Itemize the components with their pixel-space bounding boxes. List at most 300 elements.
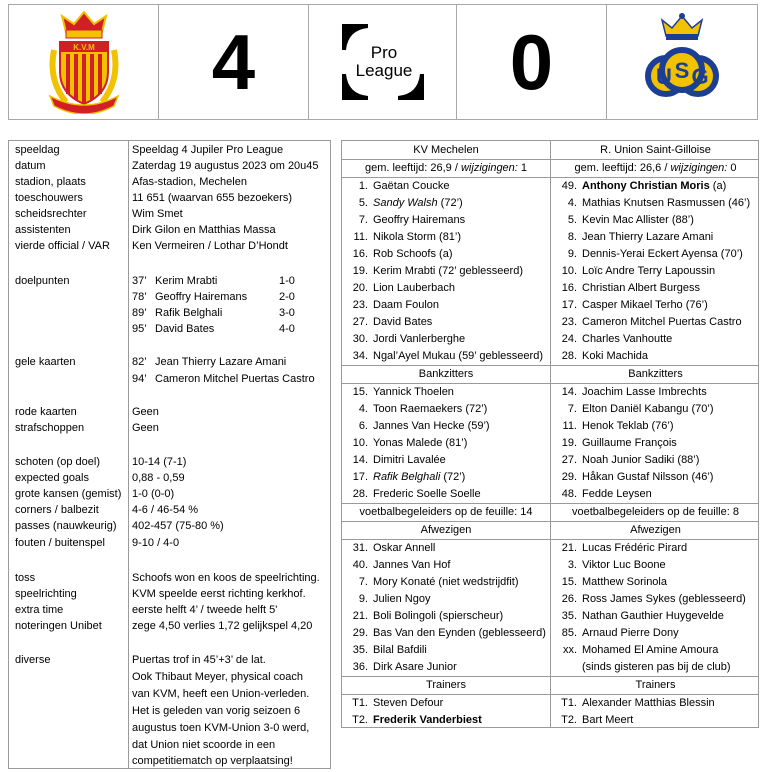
diverse-row xyxy=(9,669,330,685)
info-row-unibet xyxy=(9,618,330,634)
player-name: Nikola Storm xyxy=(373,231,436,243)
shirt-number: 9. xyxy=(358,593,368,605)
player-note: (72’) xyxy=(462,403,488,415)
home-meta: gem. leeftijd: 26,9 / wijzigingen: 1 xyxy=(364,162,528,174)
info-label: grote kansen (gemist) xyxy=(15,488,122,500)
info-value: Schoofs won en koos de speelrichting. xyxy=(132,572,320,584)
shirt-number: 27. xyxy=(352,316,368,328)
info-label: diverse xyxy=(15,654,51,666)
shirt-number: 16. xyxy=(352,248,368,260)
shirt-number: 15. xyxy=(352,386,368,398)
starter-row xyxy=(342,348,758,365)
shirt-number: 35. xyxy=(561,610,577,622)
player-name: Håkan Gustaf Nilsson xyxy=(582,471,689,483)
player-name: Toon Raemaekers xyxy=(373,403,463,415)
away-score: 0 xyxy=(509,18,554,106)
pro-league-logo-icon xyxy=(338,20,428,104)
player-name: Kevin Mac Allister xyxy=(582,214,669,226)
card-row xyxy=(9,354,330,370)
changes-value: 0 xyxy=(730,162,737,174)
shirt-number: T2. xyxy=(352,714,368,726)
away-player xyxy=(551,401,760,418)
shirt-number: 35. xyxy=(352,644,368,656)
home-player xyxy=(342,659,550,676)
info-value: 0,88 - 0,59 xyxy=(132,472,185,484)
shirt-number: 10. xyxy=(561,265,577,277)
player-name: Jannes Van Hecke xyxy=(373,420,465,432)
shirt-number: 1. xyxy=(358,180,368,192)
shirt-number: 14. xyxy=(561,386,577,398)
player-name: Mathias Knutsen Rasmussen xyxy=(582,197,726,209)
player-name: Bilal Bafdili xyxy=(373,644,427,656)
goal-score: 2-0 xyxy=(279,291,295,303)
player-name: Dirk Asare Junior xyxy=(373,661,457,673)
info-label: corners / balbezit xyxy=(15,504,99,516)
shirt-number: 19. xyxy=(561,437,577,449)
away-player xyxy=(551,452,760,469)
player-name: Alexander Matthias Blessin xyxy=(582,697,715,709)
player-name: Rob Schoofs xyxy=(373,248,436,260)
away-player xyxy=(551,229,760,246)
bench-row xyxy=(342,418,758,435)
info-label: stadion, plaats xyxy=(15,176,86,188)
goal-minute: 95’ xyxy=(132,323,147,335)
home-team-name: KV Mechelen xyxy=(413,144,479,156)
player-name: Cameron Mitchel Puertas Castro xyxy=(582,316,742,328)
diverse-row xyxy=(9,686,330,702)
home-player xyxy=(342,486,550,503)
player-note: (88’) xyxy=(668,214,694,226)
diverse-line: Puertas trof in 45’+3’ de lat. xyxy=(132,654,266,666)
info-label: expected goals xyxy=(15,472,89,484)
player-name: Oskar Annell xyxy=(373,542,436,554)
starter-row xyxy=(342,212,758,229)
info-value: Ken Vermeiren / Lothar D’Hondt xyxy=(132,240,288,252)
away-player xyxy=(551,314,760,331)
trainers-header-away-label: Trainers xyxy=(635,679,676,691)
age-label: gem. leeftijd: xyxy=(364,162,428,174)
away-score-cell xyxy=(457,5,607,119)
info-row-vierde-official xyxy=(9,238,330,254)
goal-scorer: Kerim Mrabti xyxy=(155,275,218,287)
player-note: (59’) xyxy=(464,420,490,432)
diverse-line: van KVM, heeft een Union-verleden. xyxy=(132,688,310,700)
absent-row xyxy=(342,659,758,676)
away-player xyxy=(551,331,760,348)
home-player xyxy=(342,384,550,401)
home-player xyxy=(342,263,550,280)
bench-header xyxy=(342,366,758,383)
info-row-corners xyxy=(9,502,330,518)
player-name: Henok Teklab xyxy=(582,420,649,432)
info-row-scheidsrechter xyxy=(9,206,330,222)
bench-row xyxy=(342,486,758,503)
goal-row xyxy=(9,273,330,289)
away-staff-count: voetbalbegeleiders op de feuille: 8 xyxy=(572,506,739,518)
player-name: Yannick Thoelen xyxy=(373,386,454,398)
shirt-number: 85. xyxy=(561,627,577,639)
home-player xyxy=(342,608,550,625)
home-player xyxy=(342,712,550,729)
player-name: Kerim Mrabti xyxy=(373,265,436,277)
info-label: passes (nauwkeurig) xyxy=(15,520,117,532)
away-player xyxy=(551,348,760,365)
svg-text:S: S xyxy=(674,58,690,83)
match-info-table xyxy=(8,140,331,769)
shirt-number: 3. xyxy=(567,559,577,571)
goal-scorer: David Bates xyxy=(155,323,215,335)
card-player: Jean Thierry Lazare Amani xyxy=(155,356,287,368)
shirt-number: 29. xyxy=(352,627,368,639)
absent-row xyxy=(342,608,758,625)
away-player xyxy=(551,557,760,574)
absent-row xyxy=(342,540,758,557)
home-player xyxy=(342,348,550,365)
info-row-toss xyxy=(9,570,330,586)
info-row-expected-goals xyxy=(9,470,330,486)
shirt-number: 36. xyxy=(352,661,368,673)
shirt-number: T1. xyxy=(352,697,368,709)
shirt-number: 7. xyxy=(358,576,368,588)
player-note: (geblesseerd) xyxy=(475,627,546,639)
player-note: (76’) xyxy=(682,299,708,311)
away-player xyxy=(551,625,760,642)
team-header-row xyxy=(342,142,758,159)
card-player: Cameron Mitchel Puertas Castro xyxy=(155,373,315,385)
info-value: zege 4,50 verlies 1,72 gelijkspel 4,20 xyxy=(132,620,313,632)
goal-scorer: Rafik Belghali xyxy=(155,307,223,319)
player-name: Yonas Malede xyxy=(373,437,443,449)
info-label: assistenten xyxy=(15,224,71,236)
player-name: Charles Vanhoutte xyxy=(582,333,673,345)
home-player xyxy=(342,469,550,486)
home-player xyxy=(342,280,550,297)
diverse-line: dat Union niet scoorde in een xyxy=(132,739,276,751)
player-name: Mohamed El Amine Amoura xyxy=(582,644,719,656)
starter-row xyxy=(342,297,758,314)
diverse-line: Ook Thibaut Meyer, physical coach xyxy=(132,671,303,683)
info-label: rode kaarten xyxy=(15,406,77,418)
home-player xyxy=(342,574,550,591)
shirt-number: 23. xyxy=(561,316,577,328)
player-note: (70’) xyxy=(717,248,743,260)
shirt-number: 8. xyxy=(567,231,577,243)
info-value: Afas-stadion, Mechelen xyxy=(132,176,247,188)
away-player xyxy=(551,263,760,280)
info-value: Geen xyxy=(132,406,159,418)
shirt-number: T2. xyxy=(561,714,577,726)
bench-row xyxy=(342,435,758,452)
shirt-number: 7. xyxy=(358,214,368,226)
player-name: Mory Konaté xyxy=(373,576,436,588)
shirt-number: 11. xyxy=(353,231,368,243)
shirt-number: 34. xyxy=(352,350,368,362)
absent-row xyxy=(342,591,758,608)
info-label: toss xyxy=(15,572,36,584)
shirt-number: 28. xyxy=(561,350,577,362)
absent-row xyxy=(342,574,758,591)
info-label: noteringen Unibet xyxy=(15,620,102,632)
player-note: (geblesseerd) xyxy=(675,593,746,605)
shirt-number: 16. xyxy=(561,282,577,294)
info-row-assistenten xyxy=(9,222,330,238)
info-value: 1-0 (0-0) xyxy=(132,488,175,500)
away-player xyxy=(551,695,760,712)
absent-row xyxy=(342,642,758,659)
player-note: (72’) xyxy=(437,197,463,209)
player-note: (72’ geblesseerd) xyxy=(435,265,523,277)
player-note: (spierscheur) xyxy=(435,610,504,622)
bench-row xyxy=(342,469,758,486)
info-value: 11 651 (waarvan 655 bezoekers) xyxy=(132,192,293,204)
player-note: (81’) xyxy=(435,231,462,243)
shirt-number: 5. xyxy=(567,214,577,226)
player-note: (72’) xyxy=(440,471,466,483)
diverse-row xyxy=(9,753,330,769)
player-name: Nathan Gauthier Huygevelde xyxy=(582,610,724,622)
away-player xyxy=(551,712,760,729)
info-label: scheidsrechter xyxy=(15,208,87,220)
bench-row xyxy=(342,452,758,469)
goal-score: 4-0 xyxy=(279,323,295,335)
shirt-number: T1. xyxy=(561,697,577,709)
league-logo-text-1: Pro xyxy=(370,43,397,62)
trainer-row xyxy=(342,695,758,712)
home-player xyxy=(342,178,550,195)
diverse-row xyxy=(9,720,330,736)
home-player xyxy=(342,297,550,314)
player-note: (46’) xyxy=(688,471,714,483)
player-name: Steven Defour xyxy=(373,697,444,709)
shirt-number: 49. xyxy=(561,180,577,192)
player-note: (81’) xyxy=(442,437,468,449)
goal-minute: 37’ xyxy=(132,275,147,287)
bench-row xyxy=(342,401,758,418)
info-label: extra time xyxy=(15,604,64,616)
shirt-number: 29. xyxy=(561,471,577,483)
shirt-number: 19. xyxy=(352,265,368,277)
starter-row xyxy=(342,246,758,263)
shirt-number: 14. xyxy=(352,454,368,466)
player-note: (88’) xyxy=(674,454,700,466)
goal-minute: 78’ xyxy=(132,291,147,303)
player-name: Frederik Vanderbiest xyxy=(373,714,482,726)
player-name: Gaëtan Coucke xyxy=(373,180,450,192)
home-player xyxy=(342,418,550,435)
age-value: 26,9 xyxy=(430,162,452,174)
away-player xyxy=(551,297,760,314)
home-player xyxy=(342,331,550,348)
shirt-number: 30. xyxy=(352,333,368,345)
league-logo-text-2: League xyxy=(355,61,412,80)
away-player xyxy=(551,212,760,229)
away-player xyxy=(551,574,760,591)
player-name: Daam Foulon xyxy=(373,299,440,311)
player-name: Noah Junior Sadiki xyxy=(582,454,675,466)
svg-text:G: G xyxy=(691,64,709,89)
diverse-line: augustus toen KVM-Union 3-0 werd, xyxy=(132,722,310,734)
home-player xyxy=(342,212,550,229)
away-player xyxy=(551,418,760,435)
player-name: Jean Thierry Lazare Amani xyxy=(582,231,714,243)
shirt-number: 31. xyxy=(352,542,368,554)
player-name: Koki Machida xyxy=(582,350,649,362)
starter-row xyxy=(342,263,758,280)
player-name: Arnaud Pierre Dony xyxy=(582,627,679,639)
home-player xyxy=(342,435,550,452)
info-value: 4-6 / 46-54 % xyxy=(132,504,199,516)
shirt-number: 10. xyxy=(352,437,368,449)
info-value: KVM speelde eerst richting kerkhof. xyxy=(132,588,306,600)
info-row-rode-kaarten xyxy=(9,404,330,420)
player-name: Bart Meert xyxy=(582,714,634,726)
home-logo-cell xyxy=(9,5,159,119)
info-value: eerste helft 4’ / tweede helft 5' xyxy=(132,604,278,616)
diverse-line: competitiematch op verplaatsing! xyxy=(132,755,293,767)
feuille-row xyxy=(342,504,758,521)
info-row-speeldag xyxy=(9,142,330,158)
shirt-number: 11. xyxy=(562,420,577,432)
changes-label: wijzigingen: xyxy=(670,162,728,174)
shirt-number: 4. xyxy=(567,197,577,209)
away-player xyxy=(551,486,760,503)
shirt-number: 24. xyxy=(561,333,577,345)
age-value: 26,6 xyxy=(639,162,662,174)
goal-row xyxy=(9,321,330,337)
card-row xyxy=(9,371,330,387)
info-row-fouten xyxy=(9,535,330,551)
starter-row xyxy=(342,280,758,297)
info-row-extra-time xyxy=(9,602,330,618)
info-row-speelrichting xyxy=(9,586,330,602)
player-note: (76’) xyxy=(648,420,674,432)
trainers-header xyxy=(342,677,758,694)
player-name: Joachim Lasse Imbrechts xyxy=(582,386,707,398)
changes-value: 1 xyxy=(520,162,528,174)
home-player xyxy=(342,314,550,331)
away-player xyxy=(551,280,760,297)
away-player xyxy=(551,608,760,625)
away-player xyxy=(551,469,760,486)
away-player xyxy=(551,540,760,557)
info-label: speeldag xyxy=(15,144,60,156)
diverse-row xyxy=(9,703,330,719)
info-value: 10-14 (7-1) xyxy=(132,456,187,468)
player-name: Christian Albert Burgess xyxy=(582,282,700,294)
home-player xyxy=(342,195,550,212)
age-label: gem. leeftijd: xyxy=(574,162,637,174)
info-value: Wim Smet xyxy=(132,208,183,220)
shirt-number: xx. xyxy=(562,644,577,656)
card-minute: 94’ xyxy=(132,373,147,385)
player-note: (46’) xyxy=(725,197,751,209)
home-player xyxy=(342,695,550,712)
home-player xyxy=(342,452,550,469)
player-name: Ross James Sykes xyxy=(582,593,676,605)
shirt-number: 15. xyxy=(561,576,577,588)
shirt-number: 9. xyxy=(567,248,577,260)
info-row-passes xyxy=(9,518,330,534)
kv-mechelen-crest-icon xyxy=(44,10,124,114)
bench-row xyxy=(342,384,758,401)
info-value: Geen xyxy=(132,422,159,434)
player-name: David Bates xyxy=(373,316,433,328)
goal-scorer: Geoffry Hairemans xyxy=(155,291,248,303)
away-player xyxy=(551,384,760,401)
home-player xyxy=(342,557,550,574)
goal-score: 1-0 xyxy=(279,275,295,287)
away-player xyxy=(551,178,760,195)
home-player xyxy=(342,642,550,659)
player-name: Guillaume François xyxy=(582,437,677,449)
usg-crest-icon xyxy=(642,10,722,114)
shirt-number: 48. xyxy=(561,488,577,500)
starter-row xyxy=(342,331,758,348)
home-player xyxy=(342,591,550,608)
player-name: Boli Bolingoli xyxy=(373,610,436,622)
diverse-line: Het is geleden van vorig seizoen 6 xyxy=(132,705,301,717)
player-name: Julien Ngoy xyxy=(373,593,431,605)
player-name: Ngal’Ayel Mukau xyxy=(373,350,456,362)
home-score: 4 xyxy=(211,18,256,106)
shirt-number: 17. xyxy=(352,471,368,483)
info-value: Speeldag 4 Jupiler Pro League xyxy=(132,144,284,156)
shirt-number: 21. xyxy=(561,542,577,554)
goal-row xyxy=(9,289,330,305)
svg-text:U: U xyxy=(656,64,672,89)
info-row-schoten xyxy=(9,454,330,470)
info-value: 9-10 / 4-0 xyxy=(132,537,180,549)
player-name: (sinds gisteren pas bij de club) xyxy=(582,661,731,673)
info-value: Zaterdag 19 augustus 2023 om 20u45 xyxy=(132,160,319,172)
absent-header xyxy=(342,522,758,539)
player-name: Rafik Belghali xyxy=(373,471,441,483)
shirt-number: 40. xyxy=(352,559,368,571)
player-note: (70’) xyxy=(688,403,714,415)
info-label: datum xyxy=(15,160,46,172)
info-label: speelrichting xyxy=(15,588,77,600)
home-player xyxy=(342,246,550,263)
info-row-toeschouwers xyxy=(9,190,330,206)
card-minute: 82’ xyxy=(132,356,147,368)
info-row-datum xyxy=(9,158,330,174)
home-score-cell xyxy=(159,5,309,119)
info-label: strafschoppen xyxy=(15,422,85,434)
player-name: Elton Daniël Kabangu xyxy=(582,403,689,415)
starter-row xyxy=(342,195,758,212)
home-player xyxy=(342,540,550,557)
home-player xyxy=(342,625,550,642)
absent-row xyxy=(342,557,758,574)
shirt-number: 4. xyxy=(358,403,368,415)
info-label: schoten (op doel) xyxy=(15,456,100,468)
player-name: Lucas Frédéric Pirard xyxy=(582,542,688,554)
diverse-row xyxy=(9,737,330,753)
player-name: Jordi Vanlerberghe xyxy=(373,333,466,345)
info-value: 402-457 (75-80 %) xyxy=(132,520,224,532)
bench-header-away-label: Bankzitters xyxy=(628,368,683,380)
player-name: Dimitri Lavalée xyxy=(373,454,446,466)
player-name: Loïc Andre Terry Lapoussin xyxy=(582,265,716,277)
shirt-number: 28. xyxy=(352,488,368,500)
shirt-number: 26. xyxy=(561,593,577,605)
goal-row xyxy=(9,305,330,321)
info-row-diverse xyxy=(9,652,330,668)
player-name: Geoffry Hairemans xyxy=(373,214,466,226)
goal-score: 3-0 xyxy=(279,307,295,319)
absent-row xyxy=(342,625,758,642)
away-player xyxy=(551,246,760,263)
